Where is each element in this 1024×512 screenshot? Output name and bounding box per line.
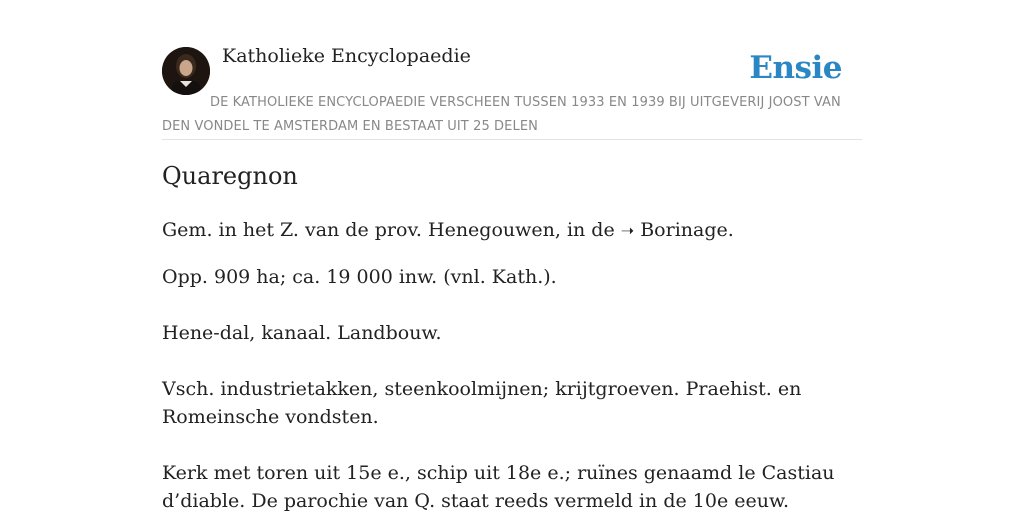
paragraph-text: Gem. in het Z. van de prov. Henegouwen, in de — [162, 219, 621, 241]
portrait-avatar-icon — [162, 47, 210, 95]
article-paragraph-3: Hene-dal, kanaal. Landbouw. — [162, 322, 442, 344]
article-title: Quaregnon — [162, 162, 298, 190]
author-avatar[interactable] — [162, 47, 210, 95]
article-paragraph-2: Opp. 909 ha; ca. 19 000 inw. (vnl. Kath.). — [162, 266, 557, 288]
cross-reference-link-borinage[interactable] — [621, 219, 728, 241]
ensie-logo-link[interactable]: Ensie — [749, 50, 842, 86]
arrow-right-icon: ➝ — [620, 221, 635, 240]
site-tagline: DE KATHOLIEKE ENCYCLOPAEDIE VERSCHEEN TUSSEN 1933 EN 1939 BIJ UITGEVERIJ JOOST VAN DEN VONDEL TE AMSTERDAM EN BESTAAT UIT 25 DELEN — [162, 95, 841, 134]
article-paragraph-5: Kerk met toren uit 15e e., schip uit 18e e.; ruïnes genaamd le Castiau d’diable. De parochie van Q. staat reeds vermeld in de 10e eeuw. — [162, 462, 835, 512]
site-title-link[interactable]: Katholieke Encyclopaedie — [222, 45, 471, 67]
paragraph-text-end: . — [727, 219, 734, 241]
article-paragraph-1 — [162, 216, 862, 245]
header-divider — [162, 139, 862, 140]
article-paragraph-4: Vsch. industrietakken, steenkoolmijnen; krijtgroeven. Praehist. en Romeinsche vondsten. — [162, 378, 802, 428]
cross-reference-label: Borinage — [640, 219, 728, 241]
